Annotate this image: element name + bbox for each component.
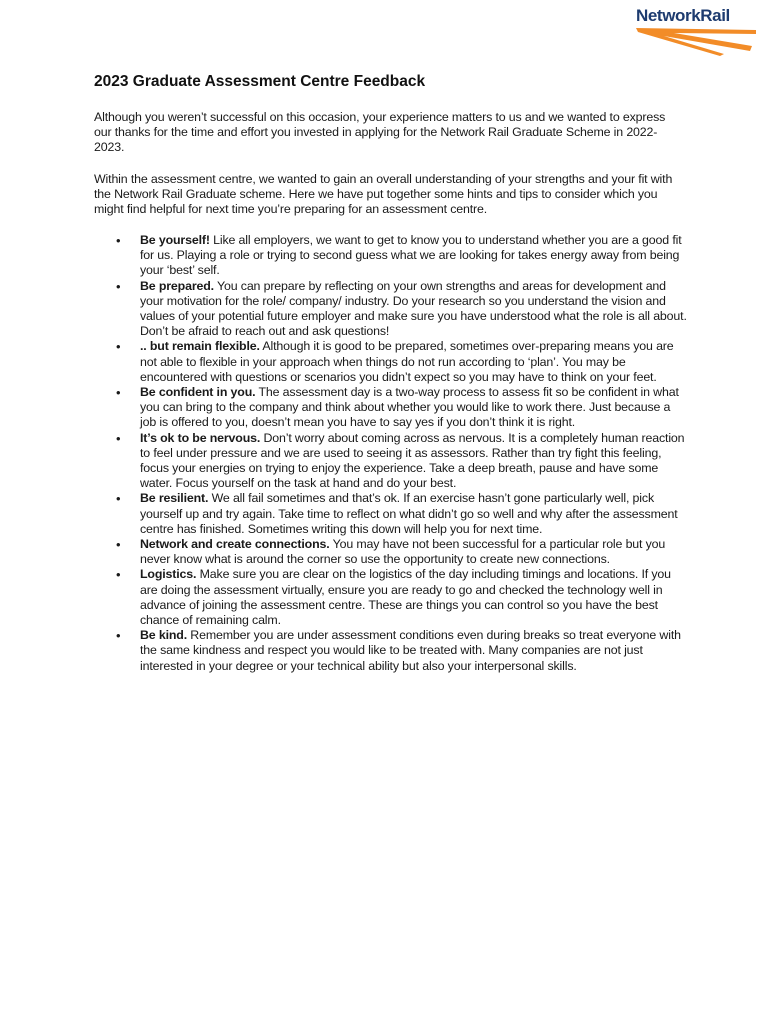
- tip-item-be-prepared: [94, 279, 689, 340]
- tip-text: Make sure you are clear on the logistics of the day including timings and locations. If you are doing the assessment virtually, ensure you are ready to go and checked the technology well in advance of joining the assessment centre. These are things you can control so you have the best chance of remaining calm.: [140, 567, 671, 628]
- tip-item-ok-to-be-nervous: [94, 431, 689, 492]
- network-rail-logo: [634, 4, 758, 54]
- tip-text: Like all employers, we want to get to know you to understand whether you are a good fit for us. Playing a role or trying to second guess what we are looking for takes energy away from being your ‘best’ self.: [140, 233, 682, 278]
- tip-title: Be kind.: [140, 628, 187, 643]
- tip-title: Be yourself!: [140, 233, 210, 247]
- tip-title: Be resilient.: [140, 491, 209, 506]
- tip-text: You can prepare by reflecting on your own strengths and areas for development and your motivation for the role/ company/ industry. Do your research so you understand the vision and values of your potential future employer and make sure you have understood what the role is all about. Don’t be afraid to reach out and ask questions!: [140, 278, 687, 339]
- tip-item-be-confident: [94, 385, 689, 431]
- tip-item-logistics: [94, 567, 689, 628]
- page-title: 2023 Graduate Assessment Centre Feedback: [94, 73, 426, 90]
- tip-text: We all fail sometimes and that’s ok. If an exercise hasn’t gone particularly well, pick yourself up and try again. Take time to reflect on what didn’t go so well and why after the assessment centre has finished. Sometimes writing this down will help you for next time.: [140, 491, 678, 536]
- tip-text: Remember you are under assessment conditions even during breaks so treat everyone with the same kindness and respect you would like to be treated with. Many companies are not just interested in your degree or your technical ability but also your interpersonal skills.: [140, 628, 681, 673]
- tip-text: The assessment day is a two-way process to assess fit so be confident in what you can bring to the company and think about whether you would like to work there. Just because a job is offered to you, doesn’t mean you have to say yes if you don’t think it is right.: [140, 385, 679, 430]
- logo-swoosh-icon: [634, 24, 758, 56]
- tip-title: Be confident in you.: [140, 385, 256, 400]
- context-paragraph: Within the assessment centre, we wanted to gain an overall understanding of your strengths and your fit with the Network Rail Graduate scheme. Here we have put together some hints and tips to consider which you might find helpful for next time you’re preparing for an assessment centre.: [94, 172, 673, 217]
- tip-title: Logistics.: [140, 567, 197, 582]
- intro-paragraph: Although you weren’t successful on this occasion, your experience matters to us and we wanted to express our thanks for the time and effort you invested in applying for the Network Rail Graduate Scheme in 2022-2023.: [94, 110, 666, 155]
- tip-text: Don’t worry about coming across as nervous. It is a completely human reaction to feel under pressure and we are used to seeing it as assessors. Rather than try fight this feeling, focus your energies on trying to enjoy the experience. Take a deep breath, pause and have some water. Focus yourself on the task at hand and do your best.: [140, 430, 685, 491]
- tip-title: Be prepared.: [140, 278, 214, 293]
- tip-title: It’s ok to be nervous.: [140, 430, 261, 445]
- tip-item-be-kind: [94, 628, 689, 674]
- tip-title: Network and create connections.: [140, 537, 330, 552]
- tip-item-be-yourself: [94, 233, 689, 279]
- tip-title: .. but remain flexible.: [140, 339, 260, 354]
- logo-wordmark: NetworkRail: [636, 6, 730, 25]
- tip-item-network: [94, 537, 689, 567]
- tip-item-remain-flexible: [94, 339, 689, 385]
- tip-text: Although it is good to be prepared, sometimes over-preparing means you are not able to flexible in your approach when things do not run according to ‘plan’. You may be encountered with questions or scenarios you didn’t expect so you may have to think on your feet.: [140, 339, 674, 384]
- tip-item-be-resilient: [94, 491, 689, 537]
- tips-list: [94, 233, 689, 674]
- tip-text: You may have not been successful for a particular role but you never know what is around the corner so use the opportunity to create new connections.: [140, 537, 666, 567]
